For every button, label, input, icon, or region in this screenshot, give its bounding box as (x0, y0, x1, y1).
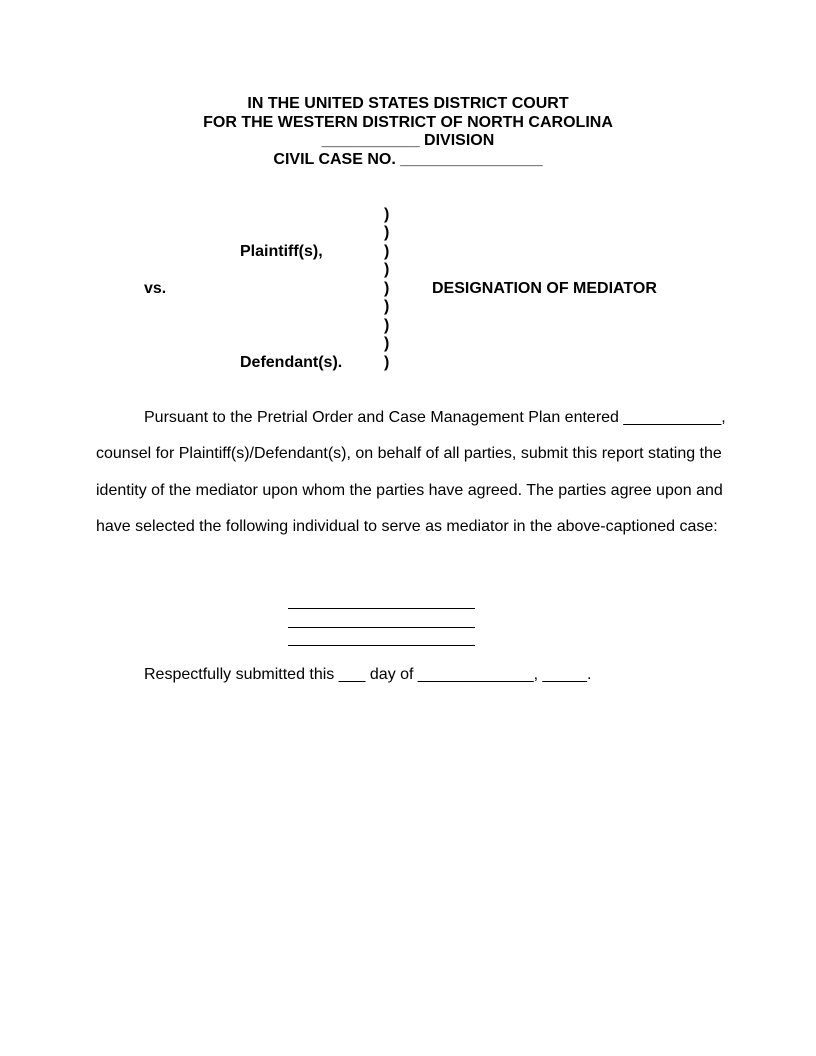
mediator-contact-line[interactable] (288, 645, 475, 646)
mediator-address-line[interactable] (288, 627, 475, 628)
caption-paren: ) (384, 298, 390, 315)
plaintiff-label: Plaintiff(s), (240, 243, 323, 260)
defendant-label: Defendant(s). (240, 354, 343, 371)
document-title: DESIGNATION OF MEDIATOR (432, 280, 657, 297)
caption-paren: ) (384, 317, 390, 334)
mediator-name-line[interactable] (288, 608, 475, 609)
court-name: IN THE UNITED STATES DISTRICT COURT (247, 95, 569, 112)
body-line-3: identity of the mediator upon whom the parties have agreed. The parties agree upon and (96, 482, 723, 499)
versus-label: vs. (144, 280, 167, 297)
court-district: FOR THE WESTERN DISTRICT OF NORTH CAROLINA (203, 114, 613, 131)
caption-paren: ) (384, 243, 390, 260)
body-line-1: Pursuant to the Pretrial Order and Case Management Plan entered ___________, (144, 409, 726, 426)
submission-date-line: Respectfully submitted this ___ day of _____________, _____. (144, 666, 592, 683)
caption-paren: ) (384, 354, 390, 371)
caption-paren: ) (384, 280, 390, 297)
case-number-field[interactable]: CIVIL CASE NO. ________________ (273, 151, 543, 168)
caption-paren: ) (384, 206, 390, 223)
division-field[interactable]: ___________ DIVISION (321, 132, 495, 149)
body-line-2: counsel for Plaintiff(s)/Defendant(s), on behalf of all parties, submit this report stating the (96, 445, 722, 462)
caption-paren: ) (384, 335, 390, 352)
body-line-4: have selected the following individual to serve as mediator in the above-captioned case: (96, 518, 718, 535)
caption-paren: ) (384, 224, 390, 241)
caption-paren: ) (384, 261, 390, 278)
